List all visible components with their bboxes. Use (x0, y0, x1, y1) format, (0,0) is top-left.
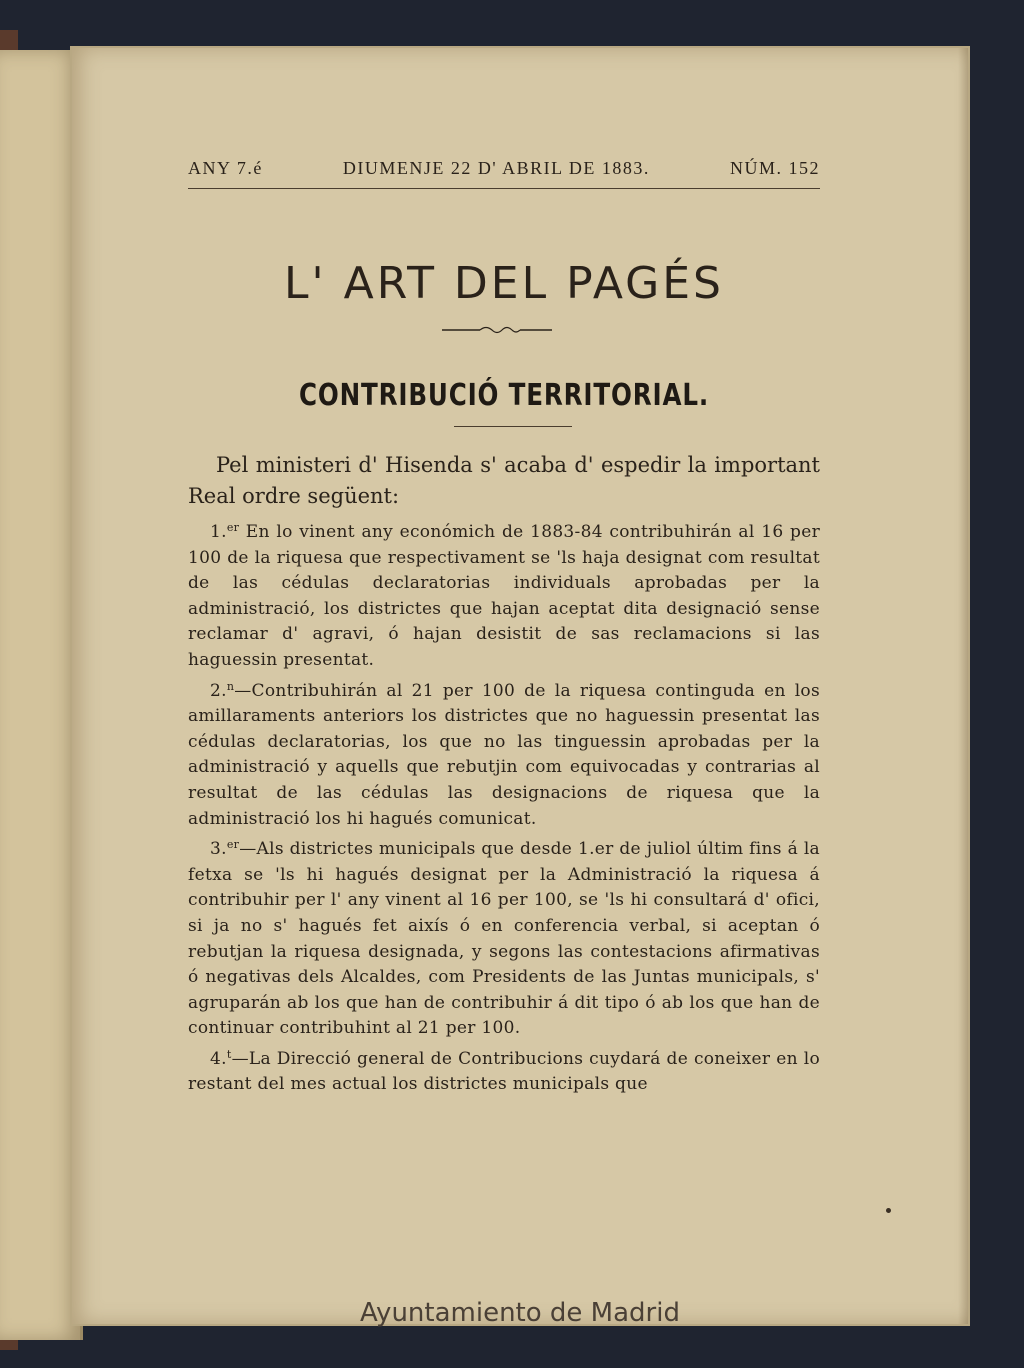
running-header (188, 158, 820, 179)
article-text: —Als districtes municipals que desde 1.er de juliol últim fins á la fetxa se 'ls hi hagués designat per la Administració la riquesa á contribuhir per l' any vinent al 16 per 100, se 'ls hi consultará d' ofici, si ja no s' hagués fet aixís ó en conferencia verbal, si aceptan ó rebutjan la riquesa designada, y segons las contestacions afirmativas ó negativas dels Alcaldes, com Presidents de las Juntas municipals, s' agruparán ab los que han de contribuhir á dit tipo ó ab los que han de continuar contribuhint al 21 per 100. (188, 839, 820, 1039)
ink-speck (886, 1208, 891, 1213)
article-number: 3. (210, 839, 227, 860)
article-number-suffix: t (226, 1047, 232, 1061)
section-title: CONTRIBUCIÓ TERRITORIAL. (299, 378, 709, 413)
article-number: 4. (210, 1048, 227, 1069)
article-text: —La Direcció general de Contribucions cuydará de coneixer en lo restant del mes actual los districtes municipals que (188, 1048, 820, 1095)
header-year: ANY 7.é (188, 158, 263, 178)
page-edge-shadow (958, 48, 968, 1324)
article-number: 1. (210, 522, 227, 542)
title-rule (454, 426, 572, 427)
article-paragraph (188, 520, 820, 674)
article-number: 2. (210, 680, 227, 701)
article-number-suffix: er (226, 838, 240, 852)
article-paragraph (188, 837, 820, 1042)
header-date: DIUMENJE 22 D' ABRIL DE 1883. (342, 158, 650, 178)
facing-page-edge (0, 50, 83, 1340)
library-watermark: Ayuntamiento de Madrid (360, 1298, 680, 1328)
article-paragraph (188, 679, 820, 833)
article-number-suffix: er (226, 521, 240, 534)
header-number: NÚM. 152 (729, 158, 820, 178)
article-body (188, 450, 820, 1103)
ornament-divider (442, 324, 552, 336)
article-text: En lo vinent any económich de 1883-84 contribuhirán al 16 per 100 de la riquesa que respectivament se 'ls haja designat com resultat de las cédulas declaratorias individuals aprobadas per la administració, los districtes que hajan aceptat dita designació sense reclamar d' agravi, ó hajan desistit de sas reclamacions si las haguessin presentat. (188, 522, 820, 670)
masthead-title: L' ART DEL PAGÉS (284, 258, 724, 309)
article-text: —Contribuhirán al 21 per 100 de la riquesa continguda en los amillaraments anteriors los districtes que no haguessin presentat las cédulas declaratorias, los que no las tinguessin aprobadas per la administració y aquells que rebutjin com equivocadas y contrarias al resultat de las cédulas las designacions de riquesa que la administració los hi hagués comunicat. (188, 680, 820, 829)
intro-paragraph: Pel ministeri d' Hisenda s' acaba d' espedir la important Real ordre següent: (188, 453, 820, 508)
article-paragraph (188, 1047, 820, 1098)
header-rule (188, 188, 820, 189)
article-number-suffix: n (226, 679, 235, 693)
document-page (72, 48, 968, 1328)
